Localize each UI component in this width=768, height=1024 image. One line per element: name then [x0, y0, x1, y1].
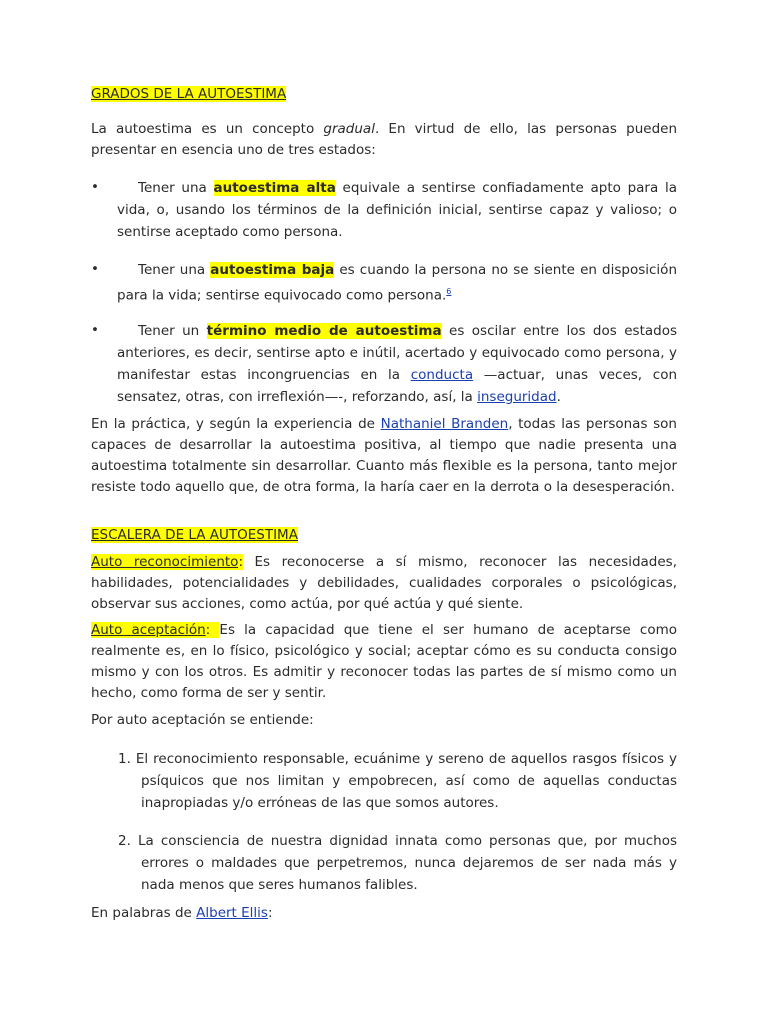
- term-autoestima-baja: autoestima baja: [210, 262, 335, 278]
- term-auto-reconocimiento: Auto reconocimiento: [91, 554, 239, 570]
- heading-grados: [91, 84, 677, 105]
- bullet-icon: •: [91, 261, 99, 277]
- intro-paragraph: La autoestima es un concepto gradual. En virtud de ello, las personas pueden presentar en esencia uno de tres estados:: [91, 121, 677, 158]
- list-item: • Tener una autoestima alta equivale a sentirse confiadamente apto para la vida, o, usando los términos de la definición inicial, sentirse capaz y valioso; o sentirse aceptado como persona.: [91, 179, 677, 240]
- list-item: • Tener una autoestima baja es cuando la persona no se siente en disposición para la vida; sentirse equivocado como persona.$^6$: [91, 261, 677, 304]
- link-albert-ellis[interactable]: Albert Ellis: [196, 905, 268, 921]
- bullet-icon: •: [91, 322, 99, 338]
- heading-escalera-text: ESCALERA DE LA AUTOESTIMA: [91, 527, 298, 543]
- list-item: • Tener un término medio de autoestima es oscilar entre los dos estados anteriores, es decir, sentirse apto e inútil, acertado y equivocado como persona, y manifestar estas incongruencias en la conducta —actuar, unas veces, con sensatez, otras, con irreflexión—-, reforzando, así, la inseguridad.: [91, 322, 678, 405]
- practice-paragraph: En la práctica, y según la experiencia de Nathaniel Branden, todas las personas son capaces de desarrollar la autoestima positiva, al tiempo que nadie presenta una autoestima totalmente sin desarrollar. Cuanto más flexible es la persona, tanto mejor resiste todo aquello que, de otra forma, la haría caer en la derrota o la desesperación.: [91, 416, 677, 495]
- footnote-link[interactable]: 6: [446, 287, 452, 296]
- term-medio-autoestima: término medio de autoestima: [206, 323, 442, 339]
- link-nathaniel-branden[interactable]: Nathaniel Branden: [380, 416, 509, 432]
- aceptacion-paragraph: Auto aceptación: Es la capacidad que tiene el ser humano de aceptarse como realmente es, en lo físico, psicológico y social; aceptar cómo es su conducta consigo mismo y con los otros. Es admitir y reconocer todas las partes de sí mismo como un hecho, como forma de ser y sentir.: [91, 622, 677, 701]
- term-auto-aceptacion: Auto aceptación: [91, 622, 206, 638]
- item-number: 1.: [118, 751, 131, 767]
- bullet-icon: •: [91, 179, 99, 195]
- reconocimiento-paragraph: Auto reconocimiento: Es reconocerse a sí mismo, reconocer las necesidades, habilidades, potencialidades y debilidades, cualidades corporales o psicológicas, observar sus acciones, como actúa, por qué actúa y qué siente.: [91, 554, 677, 612]
- heading-grados-text: GRADOS DE LA AUTOESTIMA: [91, 86, 287, 102]
- ellis-paragraph: En palabras de Albert Ellis:: [91, 905, 273, 921]
- numbered-item: 1. El reconocimiento responsable, ecuánime y sereno de aquellos rasgos físicos y psíquicos que nos limitan y empobrecen, así como de aquellas conductas inapropiadas y/o erróneas de las que somos autores.: [118, 751, 677, 811]
- link-conducta[interactable]: conducta: [410, 367, 474, 383]
- entiende-paragraph: Por auto aceptación se entiende:: [91, 712, 314, 728]
- numbered-item: 2. La consciencia de nuestra dignidad innata como personas que, por muchos errores o maldades que perpetremos, nunca dejaremos de ser nada más y nada menos que seres humanos falibles.: [118, 833, 678, 893]
- link-inseguridad[interactable]: inseguridad: [477, 389, 557, 405]
- heading-escalera: [91, 525, 677, 546]
- item-number: 2.: [118, 833, 131, 849]
- term-autoestima-alta: autoestima alta: [213, 180, 336, 196]
